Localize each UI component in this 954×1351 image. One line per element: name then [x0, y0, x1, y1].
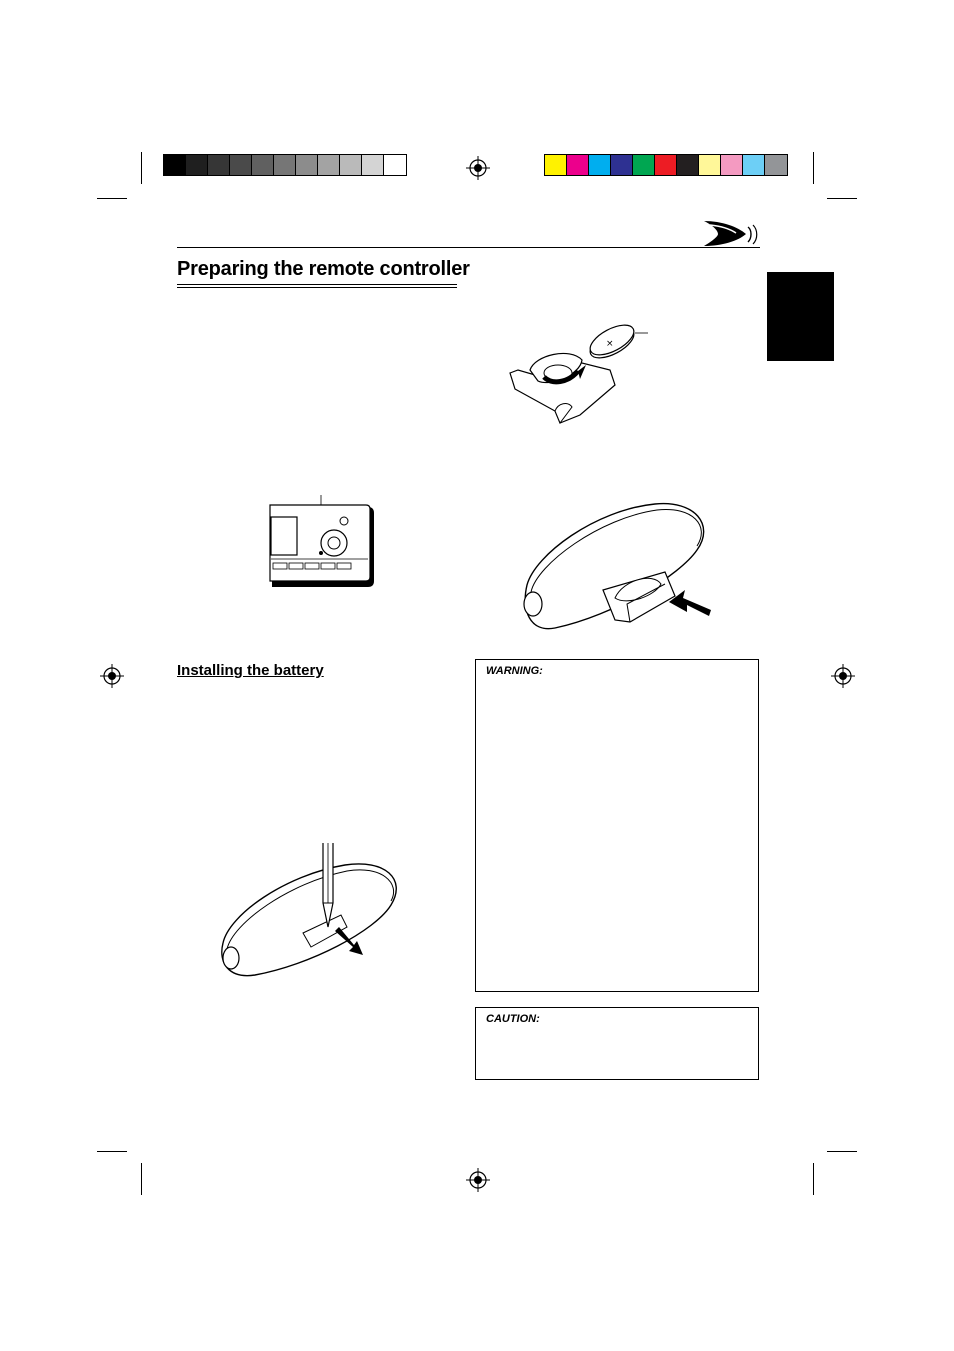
crop-mark: [141, 1163, 142, 1195]
crop-mark: [827, 198, 857, 199]
page-title: Preparing the remote controller: [177, 258, 470, 280]
registration-mark-icon: [466, 156, 490, 180]
color-calibration-bar: [544, 154, 788, 176]
calibration-swatch: [611, 155, 633, 175]
crop-mark: [97, 198, 127, 199]
calibration-swatch: [274, 155, 296, 175]
calibration-swatch: [208, 155, 230, 175]
calibration-swatch: [743, 155, 765, 175]
crop-mark: [97, 1151, 127, 1152]
calibration-swatch: [699, 155, 721, 175]
calibration-swatch: [362, 155, 384, 175]
calibration-swatch: [765, 155, 787, 175]
language-tab: [767, 272, 834, 361]
calibration-swatch: [252, 155, 274, 175]
svg-text:×: ×: [606, 339, 614, 349]
calibration-swatch: [164, 155, 186, 175]
calibration-swatch: [721, 155, 743, 175]
calibration-swatch: [567, 155, 589, 175]
calibration-swatch: [296, 155, 318, 175]
caution-label: CAUTION:: [486, 1013, 540, 1025]
calibration-swatch: [589, 155, 611, 175]
crop-mark: [827, 1151, 857, 1152]
calibration-swatch: [186, 155, 208, 175]
crop-mark: [141, 152, 142, 184]
calibration-swatch: [655, 155, 677, 175]
remote-eject-illustration: [215, 843, 405, 978]
calibration-swatch: [318, 155, 340, 175]
caution-box: [475, 1007, 759, 1080]
title-underline: [177, 284, 457, 285]
calibration-swatch: [384, 155, 406, 175]
warning-label: WARNING:: [486, 665, 543, 677]
remote-insert-illustration: [515, 500, 725, 635]
installing-battery-heading: Installing the battery: [177, 662, 324, 679]
calibration-swatch: [340, 155, 362, 175]
registration-mark-icon: [466, 1168, 490, 1192]
grayscale-calibration-bar: [163, 154, 407, 176]
registration-mark-icon: [100, 664, 124, 688]
battery-holder-illustration: [500, 315, 650, 430]
crop-mark: [813, 152, 814, 184]
title-underline: [177, 287, 457, 288]
crop-mark: [813, 1163, 814, 1195]
calibration-swatch: [230, 155, 252, 175]
calibration-swatch: [545, 155, 567, 175]
warning-box: [475, 659, 759, 992]
control-panel-illustration: [268, 495, 378, 590]
calibration-swatch: [633, 155, 655, 175]
chevron-arrow-icon: [700, 218, 762, 248]
registration-mark-icon: [831, 664, 855, 688]
calibration-swatch: [677, 155, 699, 175]
header-rule: [177, 247, 760, 248]
